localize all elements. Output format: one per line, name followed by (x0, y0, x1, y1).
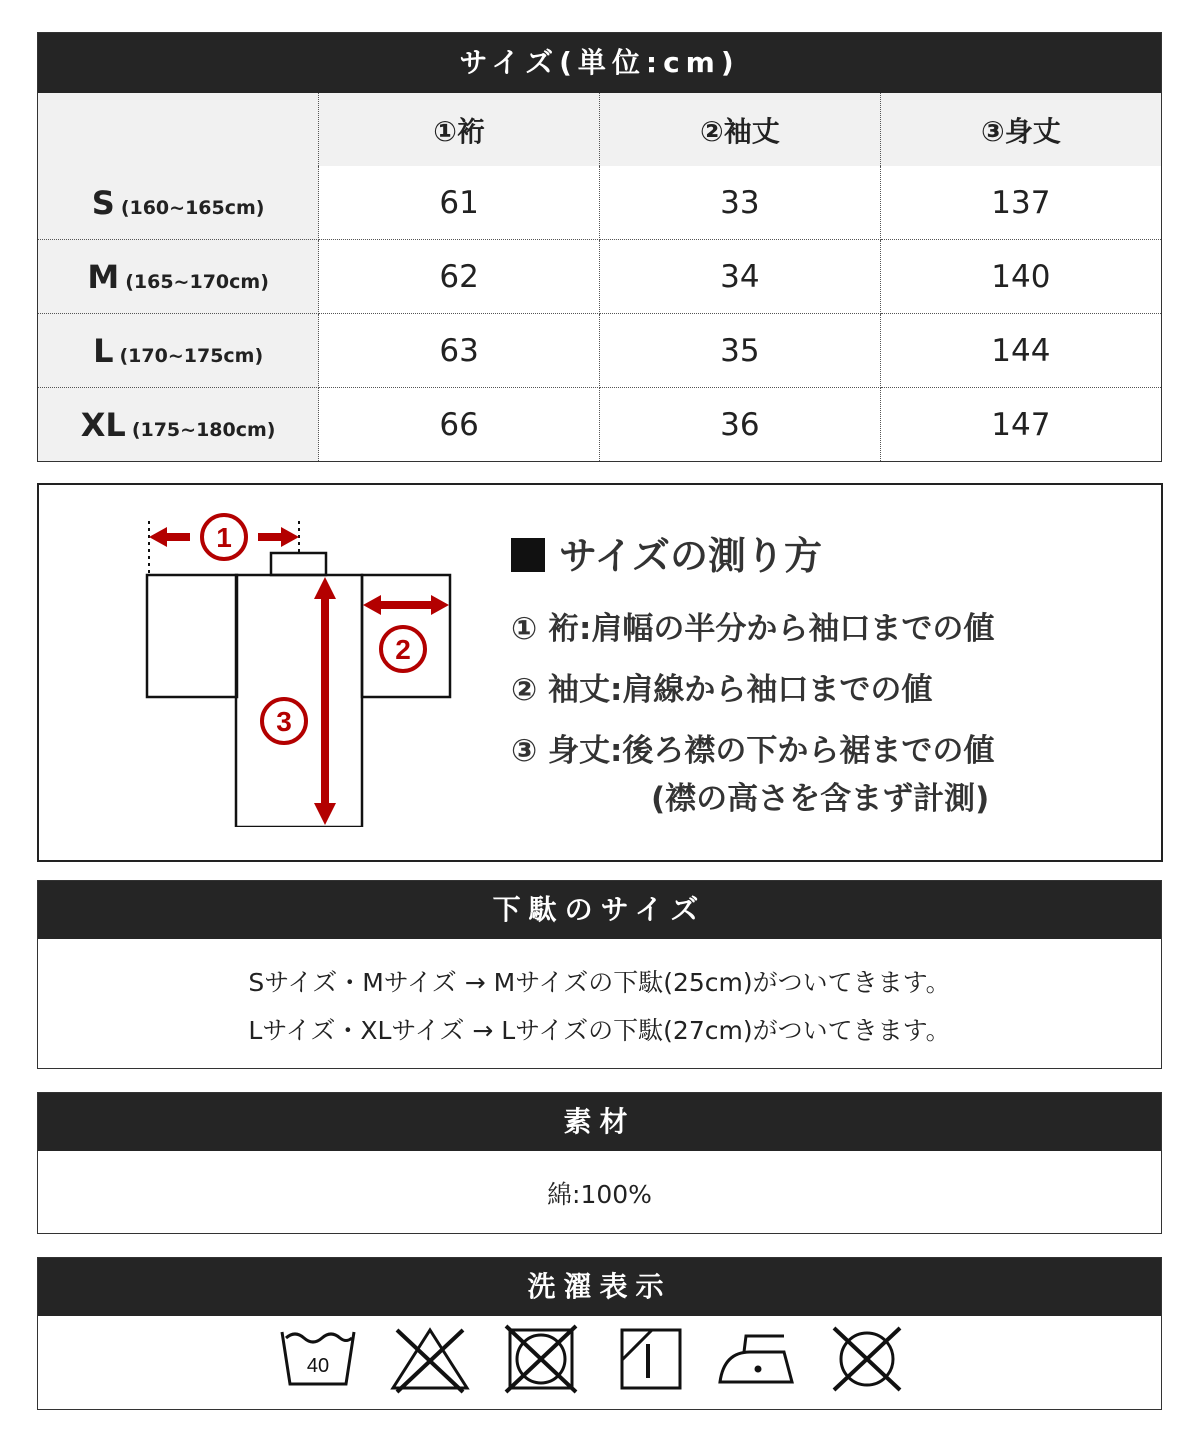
value-cell: 144 (880, 314, 1161, 388)
value-cell: 62 (319, 240, 600, 314)
table-row (38, 314, 1161, 388)
col-header-yuki: ①裄 (319, 93, 600, 166)
diagram-label-1: 1 (216, 522, 232, 553)
value-cell: 61 (319, 166, 600, 240)
table-row (38, 388, 1161, 462)
size-label: M (165~170cm) (38, 240, 319, 314)
collar-shape (271, 553, 326, 575)
value-cell: 33 (600, 166, 881, 240)
geta-line-1: Sサイズ・Mサイズ → Mサイズの下駄(25cm)がついてきます。 (248, 968, 951, 997)
body-shape (236, 575, 362, 827)
size-table (37, 32, 1162, 462)
value-cell: 137 (880, 166, 1161, 240)
washing-icons (38, 1324, 1161, 1404)
col-header-sodetake: ②袖丈 (600, 93, 881, 166)
size-label: S (160~165cm) (38, 166, 319, 240)
measure-item-sodetake: ② 袖丈:肩線から袖口までの値 (511, 672, 933, 708)
material-header: 素材 (38, 1093, 1161, 1151)
diagram-label-3: 3 (276, 706, 292, 737)
measure-section (37, 483, 1163, 862)
washing-section (37, 1257, 1162, 1410)
table-row (38, 240, 1161, 314)
size-label: L (170~175cm) (38, 314, 319, 388)
value-cell: 63 (319, 314, 600, 388)
corner-cell (38, 93, 319, 166)
measure-item-note: (襟の高さを含まず計測) (651, 781, 990, 817)
size-label: XL (175~180cm) (38, 388, 319, 462)
measure-item-yuki: ① 裄:肩幅の半分から袖口までの値 (511, 611, 995, 647)
geta-section (37, 880, 1162, 1069)
iron-low-icon (714, 1324, 798, 1394)
kimono-diagram (135, 507, 465, 827)
col-header-mitake: ③身丈 (880, 93, 1161, 166)
measure-arrows (149, 527, 449, 825)
geta-header: 下駄のサイズ (38, 881, 1161, 939)
wash-40-icon (278, 1324, 358, 1390)
left-sleeve-shape (147, 575, 237, 697)
no-bleach-icon (389, 1324, 471, 1394)
square-bullet-icon (511, 538, 545, 572)
value-cell: 140 (880, 240, 1161, 314)
washing-header: 洗濯表示 (38, 1258, 1161, 1316)
line-dry-shade-icon (616, 1324, 686, 1394)
no-tumble-dry-icon (504, 1324, 578, 1394)
geta-line-2: Lサイズ・XLサイズ → Lサイズの下駄(27cm)がついてきます。 (248, 1016, 951, 1045)
material-value: 綿:100% (547, 1180, 652, 1209)
diagram-label-2: 2 (395, 634, 411, 665)
table-row (38, 166, 1161, 240)
material-section (37, 1092, 1162, 1234)
value-cell: 147 (880, 388, 1161, 462)
no-dry-clean-icon (830, 1324, 904, 1394)
value-cell: 36 (600, 388, 881, 462)
svg-text:40: 40 (306, 1355, 330, 1377)
measure-title: サイズの測り方 (511, 525, 822, 580)
size-grid (38, 93, 1161, 461)
measure-item-mitake: ③ 身丈:後ろ襟の下から裾までの値 (511, 733, 995, 769)
value-cell: 35 (600, 314, 881, 388)
value-cell: 34 (600, 240, 881, 314)
size-table-header: サイズ(単位:cm) (38, 33, 1161, 93)
value-cell: 66 (319, 388, 600, 462)
